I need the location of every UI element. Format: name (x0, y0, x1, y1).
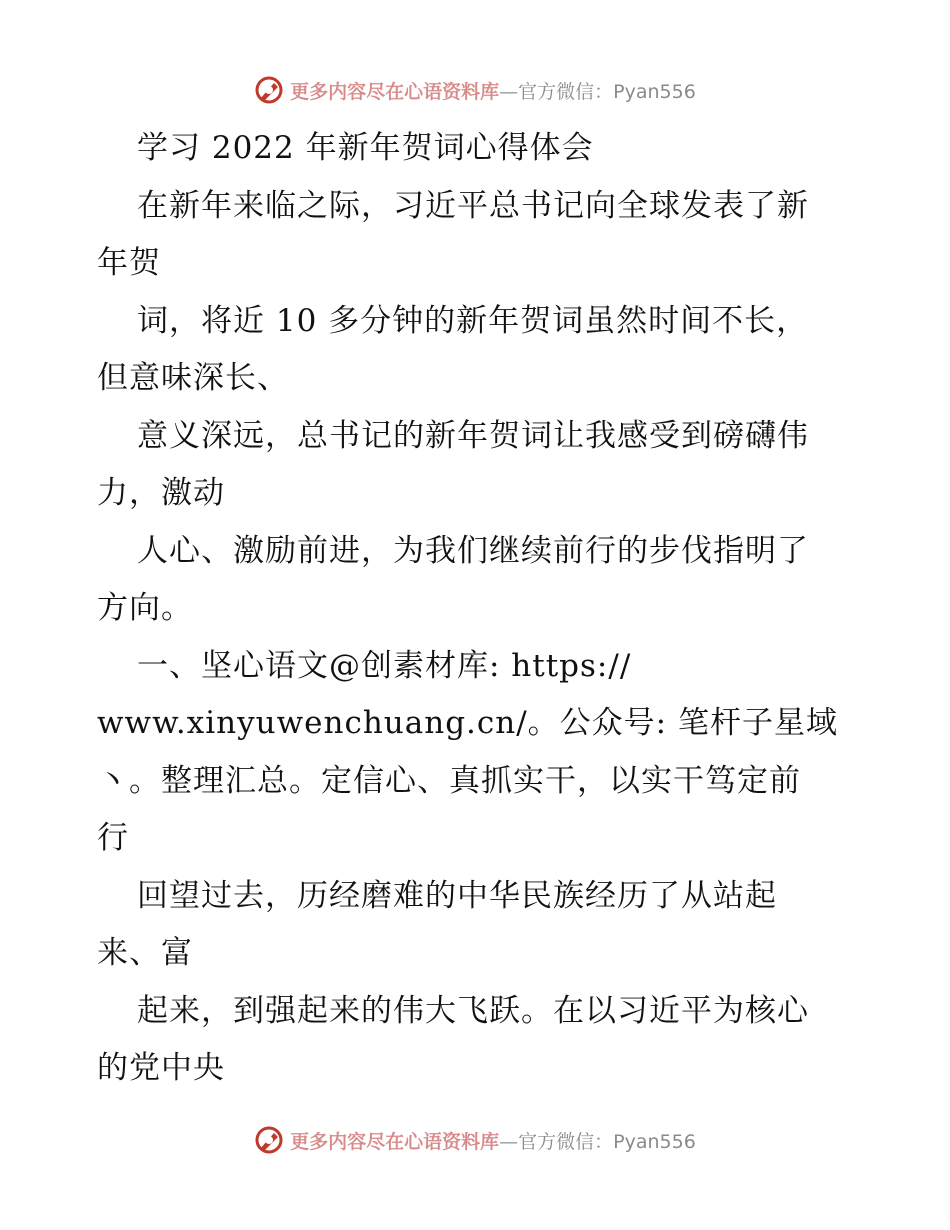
doc-line: 意义深远，总书记的新年贺词让我感受到磅礴伟 (137, 417, 809, 454)
banner-separator: — (499, 80, 519, 103)
doc-line: 行 (97, 820, 129, 856)
doc-line: 回望过去，历经磨难的中华民族经历了从站起 (137, 877, 777, 914)
banner-text (290, 77, 696, 104)
doc-line: 人心、激励前进，为我们继续前行的步伐指明了 (137, 532, 809, 569)
doc-line: 在新年来临之际，习近平总书记向全球发表了新 (137, 187, 809, 224)
header-banner (0, 70, 950, 110)
doc-line: 丶。整理汇总。定信心、真抓实干，以实干笃定前 (97, 762, 801, 799)
doc-line: 起来，到强起来的伟大飞跃。在以习近平为核心 (137, 992, 809, 1029)
doc-line: 的党中央 (97, 1050, 225, 1086)
doc-title: 学习 2022 年新年贺词心得体会 (137, 130, 594, 166)
banner-separator: — (499, 1130, 519, 1153)
doc-line: 力，激动 (97, 475, 225, 511)
banner-wechat: 官方微信：Pyan556 (518, 1130, 696, 1153)
doc-line: 来、富 (97, 935, 193, 971)
banner-brand: 更多内容尽在心语资料库 (290, 1130, 500, 1153)
document-body (97, 120, 857, 1098)
footer-banner (0, 1120, 950, 1160)
pen-circle-logo-icon (254, 1125, 284, 1155)
doc-line: 一、坚心语文@创素材库: https:// (137, 647, 632, 684)
doc-line: www.xinyuwenchuang.cn/。公众号: 笔杆子星域 (97, 705, 838, 741)
doc-line: 词，将近 10 多分钟的新年贺词虽然时间不长， (137, 302, 809, 339)
banner-wechat: 官方微信：Pyan556 (518, 80, 696, 103)
doc-line: 但意味深长、 (97, 360, 289, 396)
doc-line: 年贺 (97, 245, 161, 281)
doc-line: 方向。 (97, 590, 193, 626)
banner-text (290, 1127, 696, 1154)
banner-brand: 更多内容尽在心语资料库 (290, 80, 500, 103)
pen-circle-logo-icon (254, 75, 284, 105)
